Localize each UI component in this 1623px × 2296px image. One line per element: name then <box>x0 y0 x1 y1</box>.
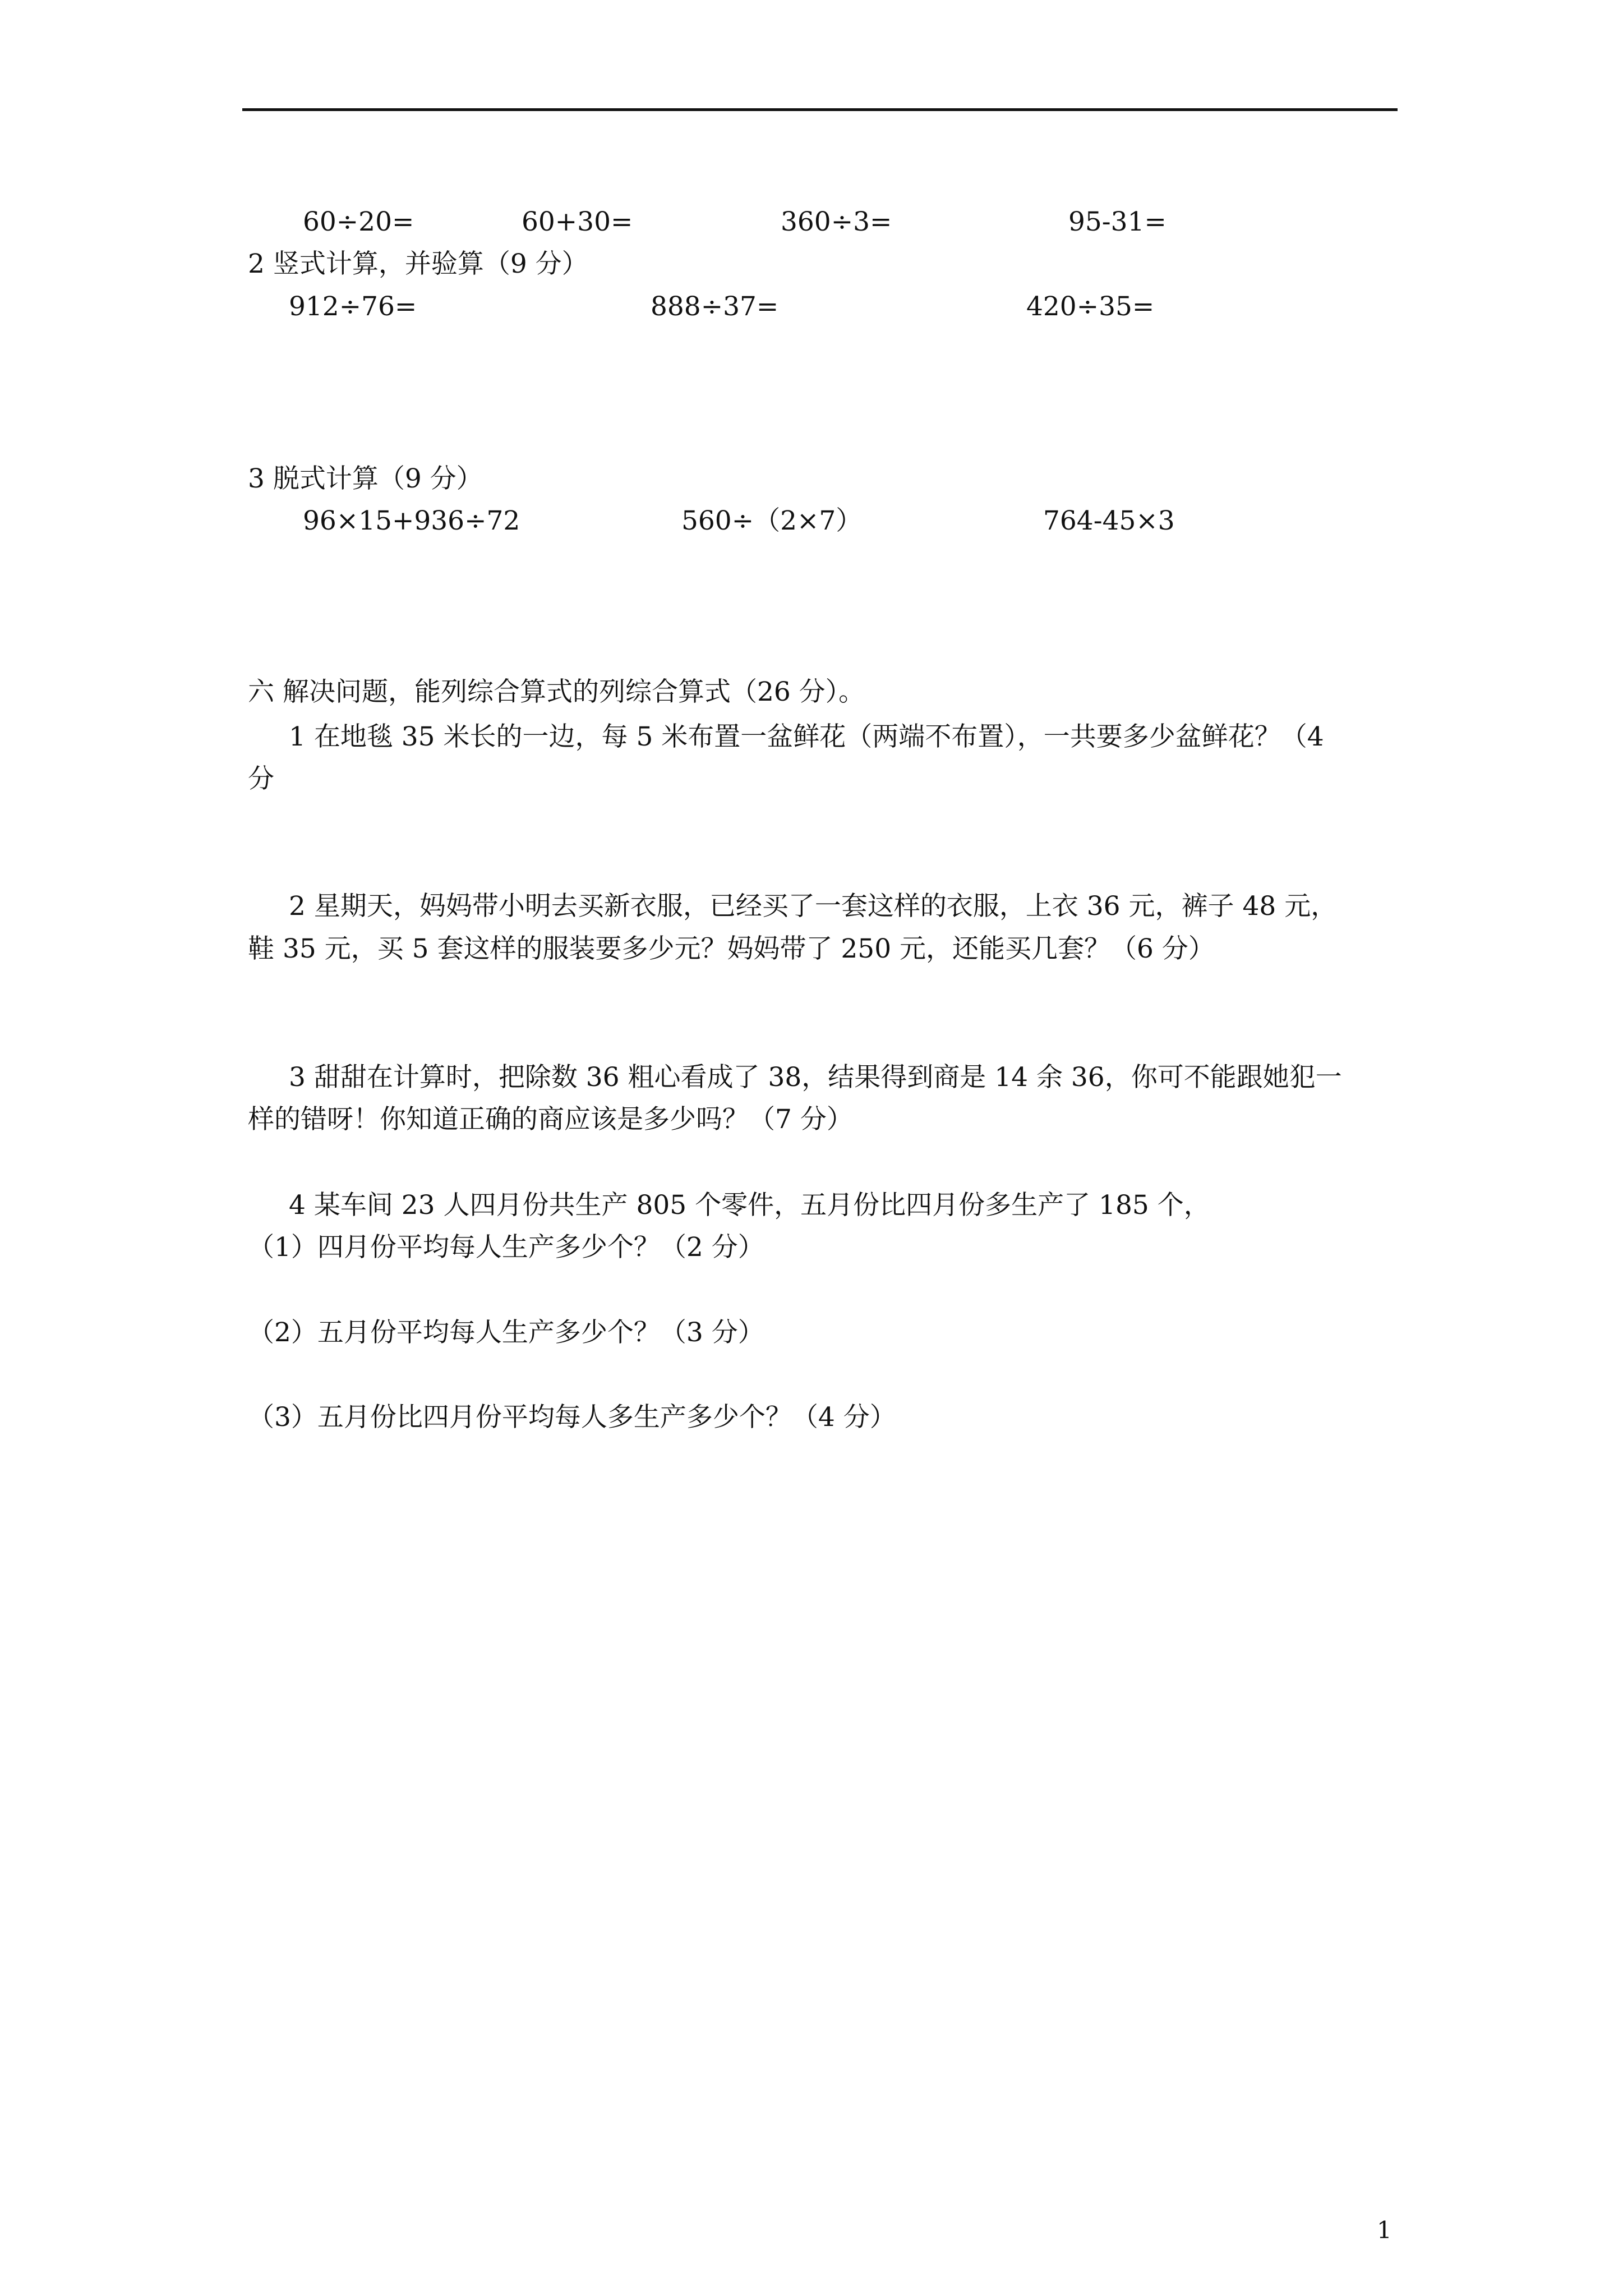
question-4-intro: 4 某车间 23 人四月份共生产 805 个零件，五月份比四月份多生产了 185 个， <box>289 1190 1210 1221</box>
header-rule <box>242 108 1398 111</box>
vertical-calc-item-1: 912÷76= <box>289 291 417 322</box>
question-4-sub-2: （2）五月份平均每人生产多少个？（3 分） <box>248 1317 764 1348</box>
oral-calc-item-2: 60+30= <box>522 206 633 237</box>
question-2-line-1: 2 星期天，妈妈带小明去买新衣服，已经买了一套这样的衣服，上衣 36 元，裤子 48 元， <box>289 891 1338 922</box>
step-calc-item-1: 96×15+936÷72 <box>303 505 520 536</box>
vertical-calc-heading: 2 竖式计算，并验算（9 分） <box>248 249 588 279</box>
oral-calc-item-4: 95-31= <box>1068 206 1166 237</box>
vertical-calc-item-2: 888÷37= <box>651 291 779 322</box>
vertical-calc-item-3: 420÷35= <box>1026 291 1155 322</box>
question-4-sub-3: （3）五月份比四月份平均每人多生产多少个？（4 分） <box>248 1402 896 1433</box>
oral-calc-item-3: 360÷3= <box>781 206 892 237</box>
page-number: 1 <box>1377 2216 1392 2244</box>
question-3-line-2: 样的错呀！你知道正确的商应该是多少吗？（7 分） <box>248 1104 853 1135</box>
oral-calc-item-1: 60÷20= <box>303 206 414 237</box>
step-calc-heading: 3 脱式计算（9 分） <box>248 463 483 494</box>
step-calc-item-3: 764-45×3 <box>1043 505 1175 536</box>
question-1-line-1: 1 在地毯 35 米长的一边，每 5 米布置一盆鲜花（两端不布置），一共要多少盆鲜花？（4 <box>289 721 1324 752</box>
step-calc-item-2: 560÷（2×7） <box>681 505 863 536</box>
section-6-heading: 六 解决问题，能列综合算式的列综合算式（26 分）。 <box>248 677 865 707</box>
question-2-line-2: 鞋 35 元，买 5 套这样的服装要多少元？妈妈带了 250 元，还能买几套？（6 分） <box>248 933 1215 964</box>
question-1-line-2: 分 <box>248 763 274 794</box>
question-3-line-1: 3 甜甜在计算时，把除数 36 粗心看成了 38，结果得到商是 14 余 36，你可不能跟她犯一 <box>289 1062 1342 1093</box>
question-4-sub-1: （1）四月份平均每人生产多少个？（2 分） <box>248 1232 764 1263</box>
